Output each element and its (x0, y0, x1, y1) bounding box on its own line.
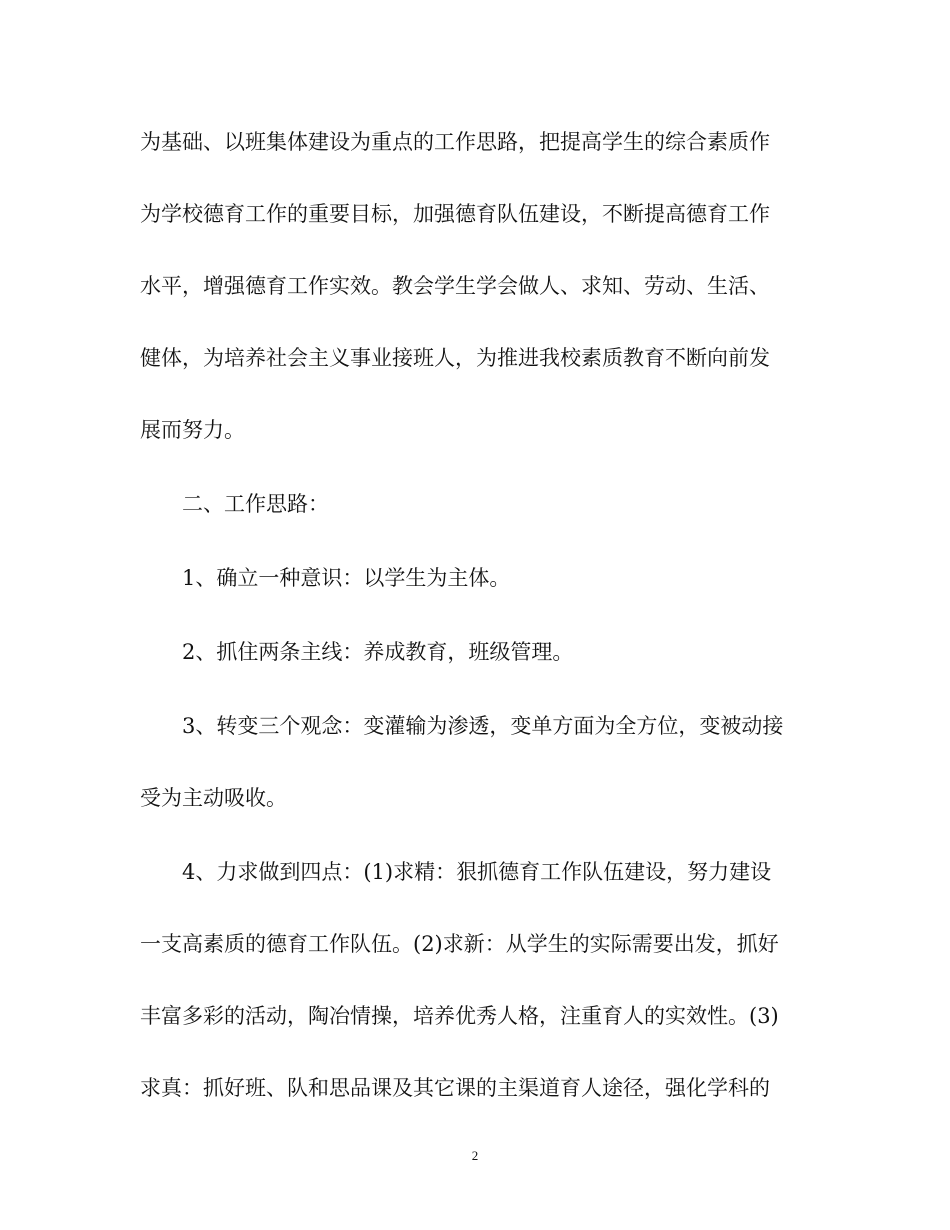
paragraph-line: 受为主动吸收。 (140, 786, 287, 810)
list-item: 1、确立一种意识：以学生为主体。 (182, 566, 511, 590)
paragraph-line: 丰富多彩的活动，陶冶情操，培养优秀人格，注重育人的实效性。(3) (140, 1004, 779, 1028)
page-number: 2 (471, 1148, 479, 1163)
paragraph-line: 健体，为培养社会主义事业接班人，为推进我校素质教育不断向前发 (140, 346, 770, 370)
section-heading: 二、工作思路： (182, 492, 329, 516)
list-item: 4、力求做到四点：(1)求精：狠抓德育工作队伍建设，努力建设 (182, 860, 772, 884)
paragraph-line: 求真：抓好班、队和思品课及其它课的主渠道育人途径，强化学科的 (140, 1076, 770, 1100)
list-item: 2、抓住两条主线：养成教育，班级管理。 (182, 640, 574, 664)
paragraph-line: 为基础、以班集体建设为重点的工作思路，把提高学生的综合素质作 (140, 130, 770, 154)
paragraph-line: 一支高素质的德育工作队伍。(2)求新：从学生的实际需要出发，抓好 (140, 932, 779, 956)
paragraph-line: 为学校德育工作的重要目标，加强德育队伍建设，不断提高德育工作 (140, 202, 770, 226)
list-item: 3、转变三个观念：变灌输为渗透，变单方面为全方位，变被动接 (182, 714, 784, 738)
paragraph-line: 展而努力。 (140, 418, 245, 442)
paragraph-line: 水平，增强德育工作实效。教会学生学会做人、求知、劳动、生活、 (140, 274, 770, 298)
